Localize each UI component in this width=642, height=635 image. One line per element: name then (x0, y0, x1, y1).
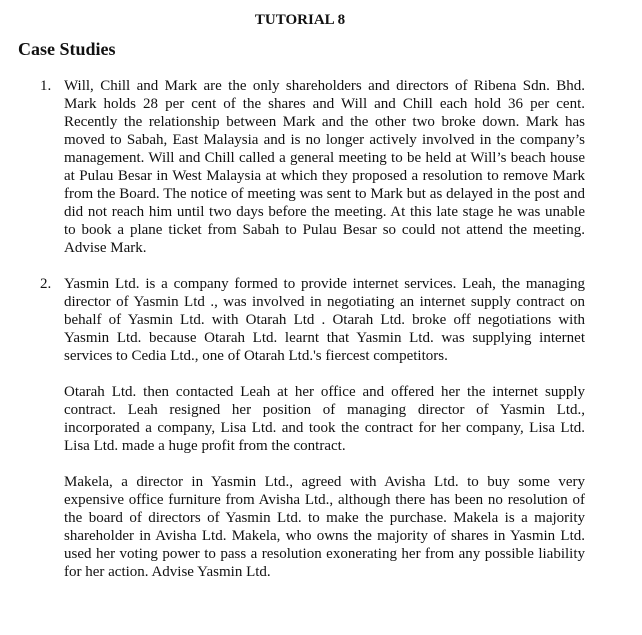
page-title: TUTORIAL 8 (254, 12, 346, 28)
case-study-2 (40, 275, 585, 581)
case-study-paragraph: Makela, a director in Yasmin Ltd., agreed with Avisha Ltd. to buy some very expensive office furniture from Avisha Ltd., although there has been no resolution of the board of directors of Yasmin Ltd. to make the purchase. Makela is a majority shareholder in Avisha Ltd. Makela, who owns the majority of shares in Yasmin Ltd. used her voting power to pass a resolution exonerating her from any possible liability for her action. Advise Yasmin Ltd. (64, 474, 585, 580)
case-study-1 (40, 77, 585, 257)
case-study-number: 1. (40, 78, 52, 94)
case-study-paragraph: Will, Chill and Mark are the only shareholders and directors of Ribena Sdn. Bhd. Mark holds 28 per cent of the shares and Will and Chill each hold 36 per cent. Recently the relationship between Mark and the other two broke down. Mark has moved to Sabah, East Malaysia and is no longer actively involved in the company’s management. Will and Chill called a general meeting to be held at Will’s beach house at Pulau Besar in West Malaysia at which they proposed a resolution to remove Mark from the Board. The notice of meeting was sent to Mark but as delayed in the post and did not reach him until two days before the meeting. At this late stage he was unable to book a plane ticket from Sabah to Pulau Besar so could not attend the meeting. Advise Mark. (64, 78, 585, 256)
section-heading: Case Studies (18, 39, 116, 59)
case-study-number: 2. (40, 276, 52, 292)
case-study-paragraph: Otarah Ltd. then contacted Leah at her office and offered her the internet supply contract. Leah resigned her position of managing director of Yasmin Ltd., incorporated a company, Lisa Ltd. and took the contract for her company, Lisa Ltd. Lisa Ltd. made a huge profit from the contract. (64, 384, 585, 454)
case-study-paragraph: Yasmin Ltd. is a company formed to provide internet services. Leah, the managing director of Yasmin Ltd ., was involved in negotiating an internet supply contract on behalf of Yasmin Ltd. with Otarah Ltd . Otarah Ltd. broke off negotiations with Yasmin Ltd. because Otarah Ltd. learnt that Yasmin Ltd. was supplying internet services to Cedia Ltd., one of Otarah Ltd.'s fiercest competitors. (64, 276, 585, 364)
